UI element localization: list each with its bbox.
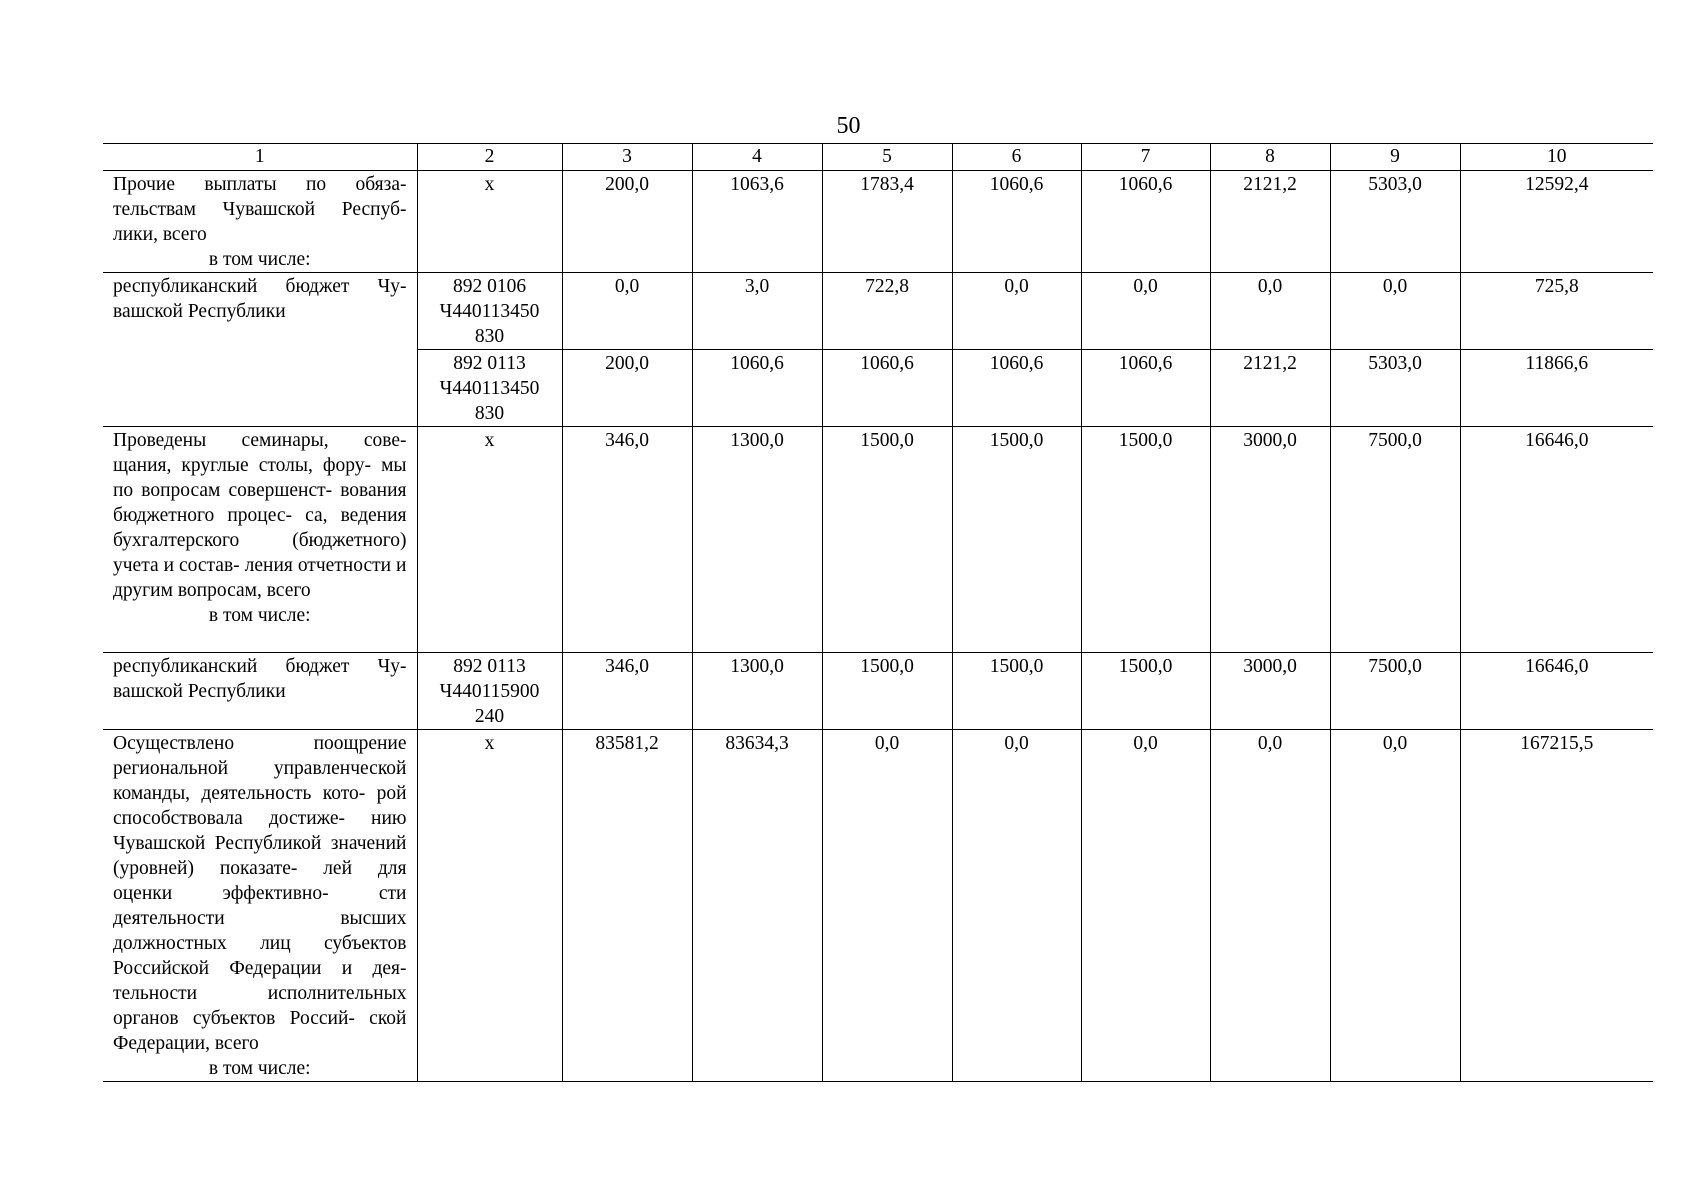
row-name-line: лей для оценки эффективно- [113, 858, 407, 904]
table-row [103, 171, 1653, 273]
budget-code-line: Ч440115900 [439, 681, 540, 702]
row-name-line: сти деятельности высших [113, 883, 407, 929]
value-cell: 16646,0 [1460, 653, 1653, 730]
budget-code-line: 240 [474, 706, 505, 727]
value-cell: 1500,0 [1081, 427, 1210, 653]
value-cell: 1500,0 [952, 653, 1081, 730]
including-label: в том числе: [208, 605, 311, 626]
value-cell: 1300,0 [692, 427, 822, 653]
row-name-line: тельствам Чувашской Респуб- [113, 199, 407, 220]
value-cell: 0,0 [562, 273, 692, 350]
column-number: 1 [103, 144, 417, 171]
column-number: 8 [1210, 144, 1330, 171]
column-number: 9 [1330, 144, 1460, 171]
budget-code-line: х [484, 174, 495, 195]
value-cell: 1500,0 [952, 427, 1081, 653]
value-cell: 83634,3 [692, 730, 822, 1082]
value-cell: 1060,6 [952, 171, 1081, 273]
table-row [103, 653, 1653, 730]
row-name-line: вашской Республики [113, 301, 286, 322]
budget-code-line: Ч440113450 [439, 301, 540, 322]
row-name-cell [103, 171, 417, 273]
value-cell: 5303,0 [1330, 171, 1460, 273]
including-label: в том числе: [208, 1058, 311, 1079]
budget-code-line: Ч440113450 [439, 378, 540, 399]
column-number: 4 [692, 144, 822, 171]
value-cell: 0,0 [952, 730, 1081, 1082]
value-cell: 16646,0 [1460, 427, 1653, 653]
row-name-line: (бюджетного) учета и состав- [113, 530, 407, 576]
value-cell: 722,8 [822, 273, 952, 350]
value-cell: 346,0 [562, 427, 692, 653]
value-cell: 1500,0 [822, 427, 952, 653]
including-label: в том числе: [208, 249, 311, 270]
value-cell: 7500,0 [1330, 653, 1460, 730]
value-cell: 1783,4 [822, 171, 952, 273]
value-cell: 167215,5 [1460, 730, 1653, 1082]
budget-code-line: 892 0113 [453, 656, 526, 677]
budget-code-line: 830 [474, 326, 505, 347]
column-number-row [103, 144, 1653, 171]
value-cell: 1500,0 [822, 653, 952, 730]
budget-code-line: х [484, 430, 495, 451]
column-number: 2 [417, 144, 562, 171]
row-name-line: щания, круглые столы, фору- [113, 455, 371, 476]
column-number: 3 [562, 144, 692, 171]
value-cell: 725,8 [1460, 273, 1653, 350]
row-name-line: вования бюджетного процес- [113, 480, 407, 526]
value-cell: 7500,0 [1330, 427, 1460, 653]
value-cell: 1060,6 [952, 350, 1081, 427]
value-cell: 0,0 [1330, 273, 1460, 350]
value-cell: 200,0 [562, 350, 692, 427]
value-cell: 11866,6 [1460, 350, 1653, 427]
column-number: 7 [1081, 144, 1210, 171]
value-cell: 1500,0 [1081, 653, 1210, 730]
budget-code-cell [417, 350, 562, 427]
value-cell: 1060,6 [1081, 350, 1210, 427]
value-cell: 2121,2 [1210, 350, 1330, 427]
value-cell: 0,0 [1210, 730, 1330, 1082]
table-row [103, 273, 1653, 350]
row-name-line: Российской Федерации и дея- [113, 958, 407, 979]
row-name-line: Проведены семинары, сове- [113, 430, 407, 451]
value-cell: 200,0 [562, 171, 692, 273]
budget-table [103, 143, 1653, 1082]
row-name-line: Прочие выплаты по обяза- [113, 174, 407, 195]
value-cell: 12592,4 [1460, 171, 1653, 273]
budget-code-cell [417, 273, 562, 350]
table-row [103, 730, 1653, 1082]
row-name-line: органов субъектов Россий- [113, 1008, 355, 1029]
table-row [103, 427, 1653, 653]
row-name-line: значений (уровней) показате- [113, 833, 407, 879]
value-cell: 83581,2 [562, 730, 692, 1082]
value-cell: 1060,6 [692, 350, 822, 427]
row-name-cell [103, 273, 417, 427]
page-number: 50 [836, 113, 861, 139]
row-name-line: нию Чувашской Республикой [113, 808, 407, 854]
column-number: 5 [822, 144, 952, 171]
budget-code-line: 830 [474, 403, 505, 424]
budget-code-line: х [484, 733, 495, 754]
budget-code-cell [417, 171, 562, 273]
row-name-line: ления отчетности и другим [113, 555, 407, 601]
row-name-cell [103, 653, 417, 730]
row-name-line: ской Федерации, всего [113, 1008, 407, 1054]
value-cell: 1063,6 [692, 171, 822, 273]
budget-code-line: 892 0113 [453, 353, 526, 374]
row-name-line: региональной управленческой [113, 758, 407, 779]
row-name-cell [103, 427, 417, 653]
value-cell: 1060,6 [1081, 171, 1210, 273]
value-cell: 0,0 [952, 273, 1081, 350]
budget-code-cell [417, 653, 562, 730]
row-name-line: республиканский бюджет Чу- [113, 276, 407, 297]
row-name-line: вопросам, всего [177, 580, 311, 601]
value-cell: 346,0 [562, 653, 692, 730]
budget-code-cell [417, 427, 562, 653]
value-cell: 1300,0 [692, 653, 822, 730]
row-name-line: республиканский бюджет Чу- [113, 656, 407, 677]
column-number: 6 [952, 144, 1081, 171]
row-name-line: Осуществлено поощрение [113, 733, 407, 754]
budget-code-line: 892 0106 [452, 276, 527, 297]
value-cell: 0,0 [1330, 730, 1460, 1082]
row-name-line: тельности исполнительных [113, 983, 407, 1004]
value-cell: 3,0 [692, 273, 822, 350]
budget-code-cell [417, 730, 562, 1082]
column-number: 10 [1460, 144, 1653, 171]
row-name-line: должностных лиц субъектов [113, 933, 407, 954]
value-cell: 2121,2 [1210, 171, 1330, 273]
value-cell: 3000,0 [1210, 427, 1330, 653]
value-cell: 0,0 [1210, 273, 1330, 350]
row-name-cell [103, 730, 417, 1082]
row-name-line: лики, всего [113, 224, 207, 245]
row-name-line: команды, деятельность кото- [113, 783, 366, 804]
value-cell: 1060,6 [822, 350, 952, 427]
value-cell: 5303,0 [1330, 350, 1460, 427]
row-name-line: мы по вопросам совершенст- [113, 455, 407, 501]
value-cell: 0,0 [1081, 730, 1210, 1082]
value-cell: 0,0 [1081, 273, 1210, 350]
row-name-line: рой способствовала достиже- [113, 783, 407, 829]
value-cell: 3000,0 [1210, 653, 1330, 730]
value-cell: 0,0 [822, 730, 952, 1082]
row-name-line: са, ведения бухгалтерского [113, 505, 407, 551]
row-name-line: вашской Республики [113, 681, 286, 702]
